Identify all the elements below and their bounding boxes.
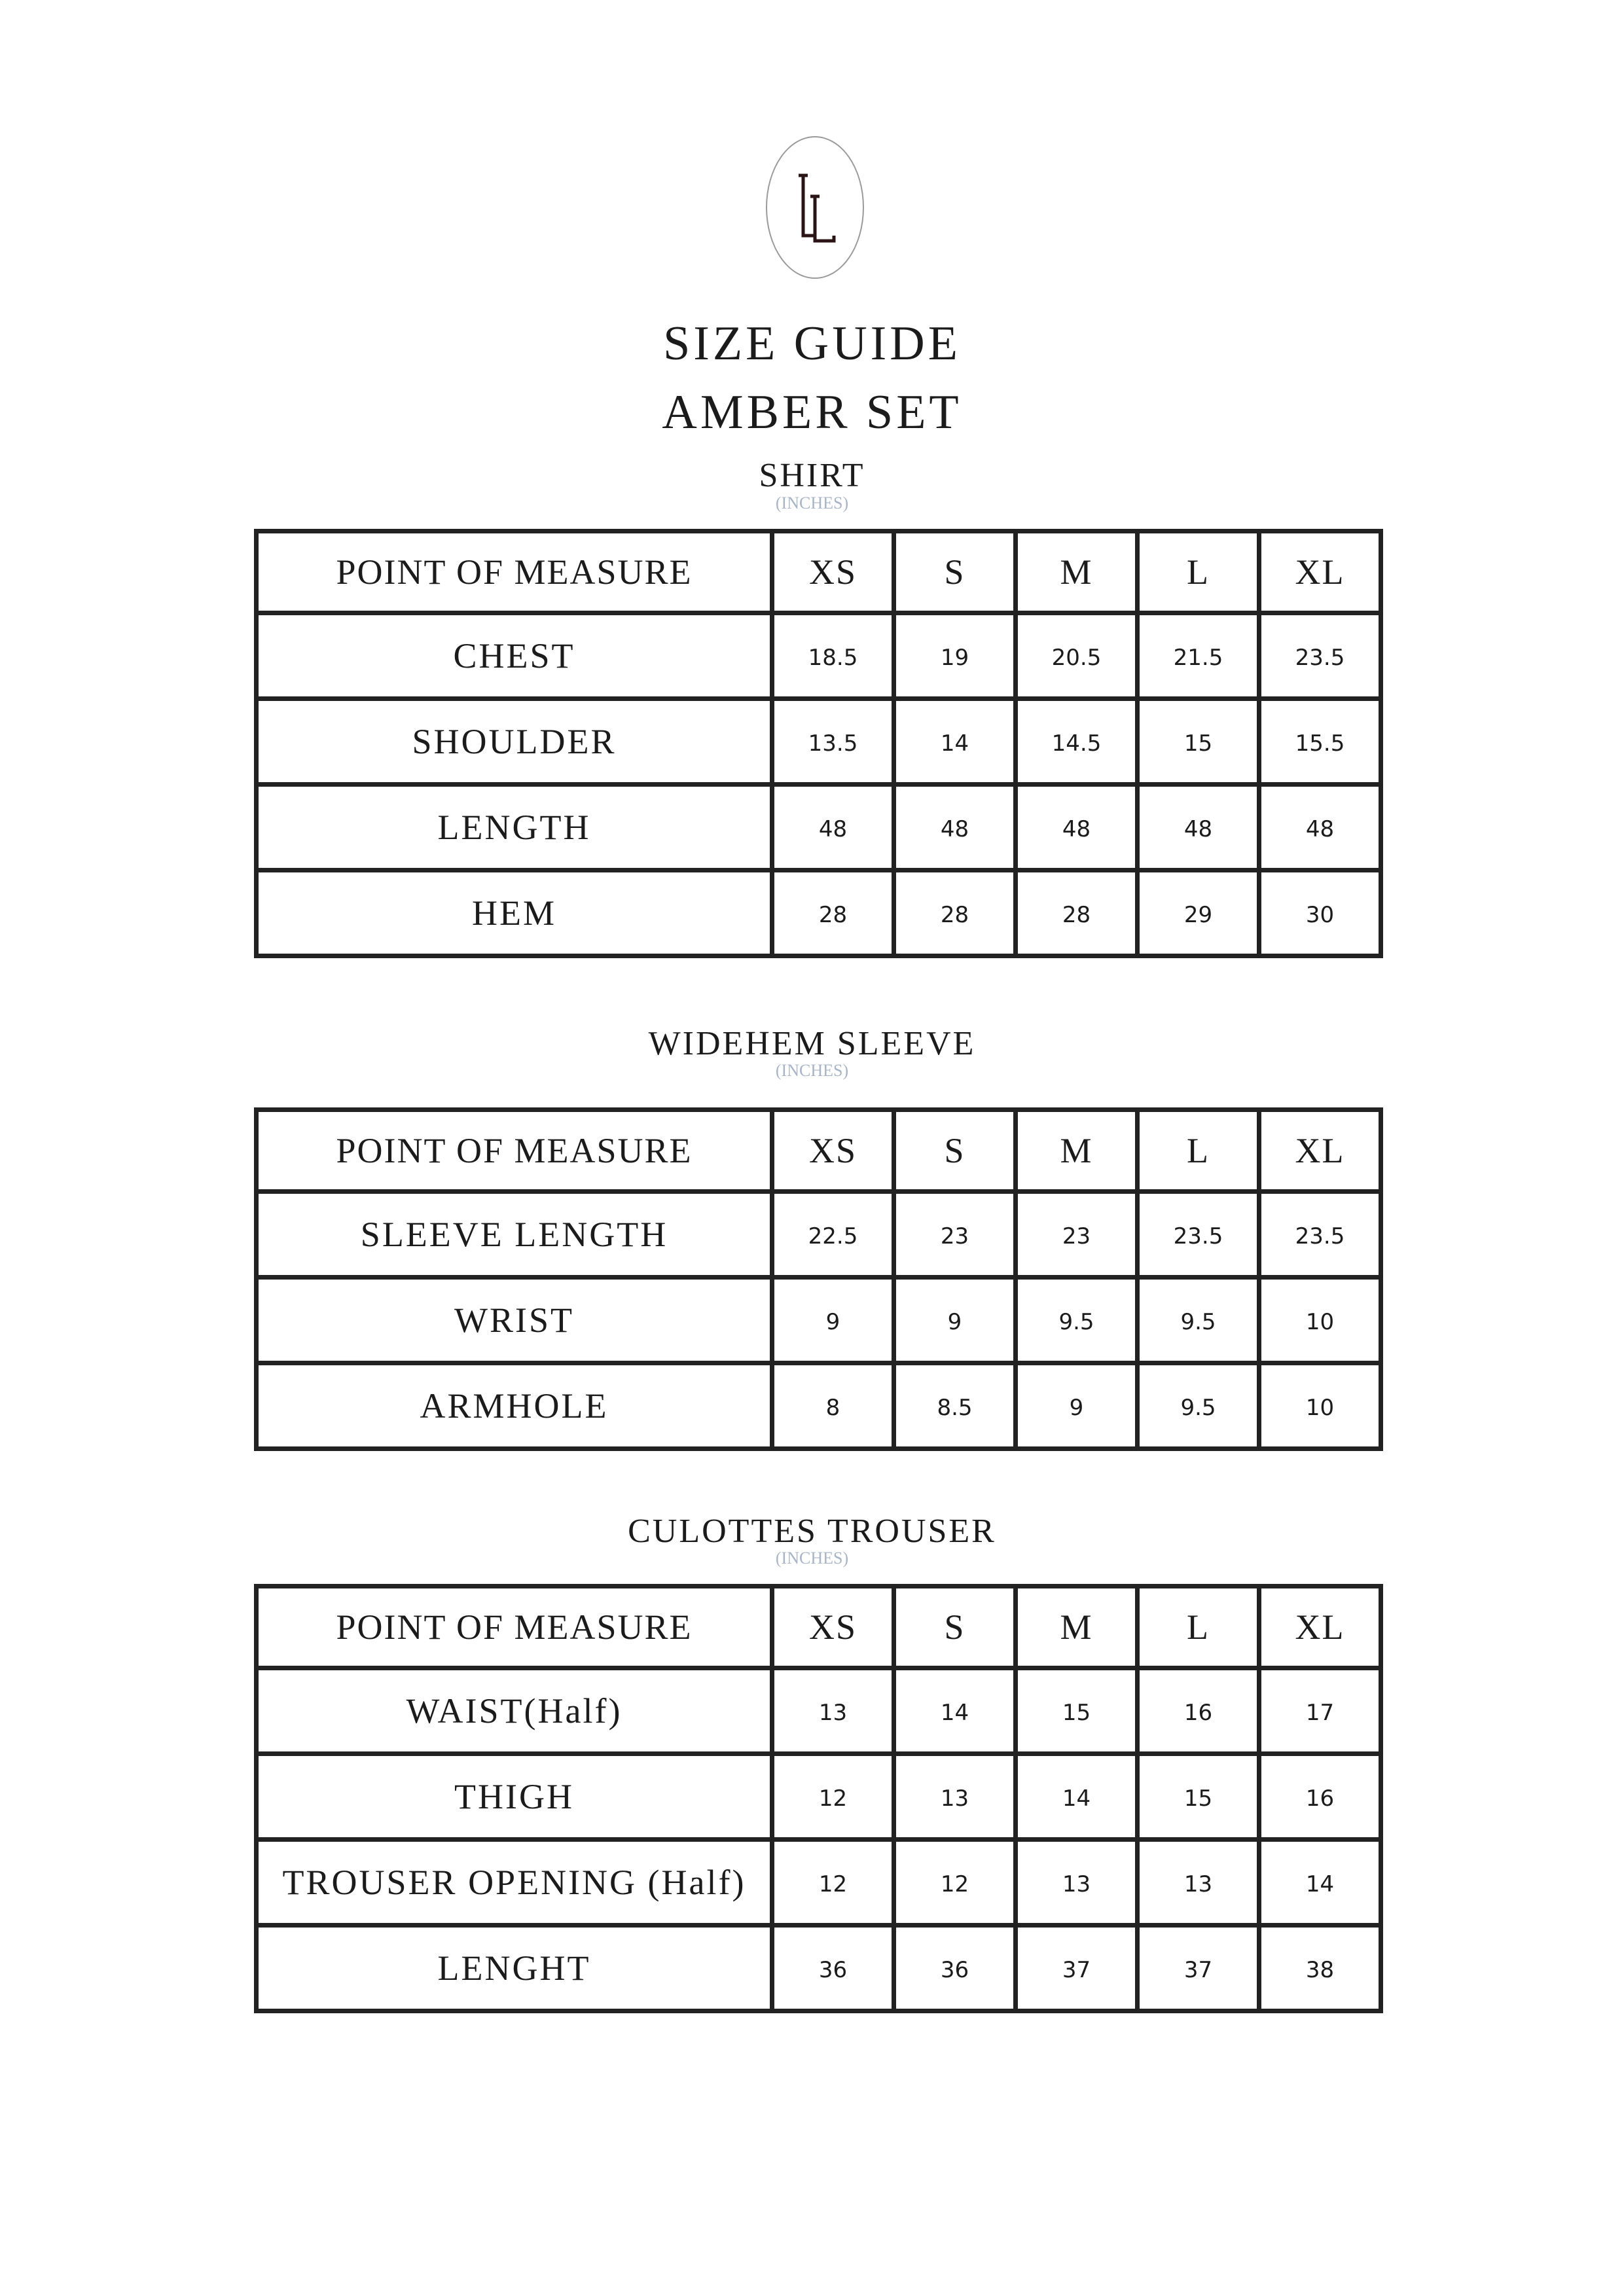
size-table-shirt bbox=[254, 529, 1383, 958]
table-row bbox=[257, 785, 1381, 870]
measure-value: 17 bbox=[1259, 1668, 1381, 1754]
measure-value: 13 bbox=[772, 1668, 894, 1754]
measure-value: 28 bbox=[1016, 870, 1138, 956]
table-row bbox=[257, 1840, 1381, 1926]
column-header-size: XS bbox=[772, 1110, 894, 1192]
unit-label-trouser: (INCHES) bbox=[775, 1549, 849, 1568]
column-header-size: S bbox=[894, 531, 1016, 613]
measure-value: 14 bbox=[1259, 1840, 1381, 1926]
brand-logo bbox=[766, 136, 864, 279]
column-header-size: XL bbox=[1259, 531, 1381, 613]
measure-label: TROUSER OPENING (Half) bbox=[257, 1840, 772, 1926]
table-row bbox=[257, 613, 1381, 699]
measure-value: 38 bbox=[1259, 1926, 1381, 2011]
column-header-point-of-measure: POINT OF MEASURE bbox=[257, 1587, 772, 1668]
measure-value: 9 bbox=[894, 1278, 1016, 1363]
measure-value: 12 bbox=[772, 1754, 894, 1840]
column-header-size: XL bbox=[1259, 1110, 1381, 1192]
measure-value: 28 bbox=[772, 870, 894, 956]
column-header-size: L bbox=[1138, 531, 1259, 613]
measure-value: 15 bbox=[1138, 1754, 1259, 1840]
measure-value: 30 bbox=[1259, 870, 1381, 956]
measure-value: 36 bbox=[772, 1926, 894, 2011]
table-row bbox=[257, 1668, 1381, 1754]
size-table-sleeve bbox=[254, 1107, 1383, 1451]
table-row bbox=[257, 1926, 1381, 2011]
measure-value: 13.5 bbox=[772, 699, 894, 785]
measure-value: 9.5 bbox=[1138, 1363, 1259, 1449]
measure-value: 48 bbox=[1138, 785, 1259, 870]
table-row bbox=[257, 1278, 1381, 1363]
measure-value: 15 bbox=[1016, 1668, 1138, 1754]
unit-label-shirt: (INCHES) bbox=[775, 493, 849, 512]
column-header-size: XL bbox=[1259, 1587, 1381, 1668]
table-header-row bbox=[257, 531, 1381, 613]
table-row bbox=[257, 1363, 1381, 1449]
measure-value: 15.5 bbox=[1259, 699, 1381, 785]
column-header-size: M bbox=[1016, 531, 1138, 613]
measure-value: 15 bbox=[1138, 699, 1259, 785]
section-title-shirt: SHIRT bbox=[759, 457, 865, 494]
measure-value: 14 bbox=[1016, 1754, 1138, 1840]
column-header-size: M bbox=[1016, 1587, 1138, 1668]
measure-value: 23.5 bbox=[1259, 613, 1381, 699]
measure-value: 48 bbox=[1259, 785, 1381, 870]
measure-value: 18.5 bbox=[772, 613, 894, 699]
measure-value: 14 bbox=[894, 699, 1016, 785]
table-header-row bbox=[257, 1587, 1381, 1668]
measure-value: 23.5 bbox=[1138, 1192, 1259, 1278]
column-header-point-of-measure: POINT OF MEASURE bbox=[257, 531, 772, 613]
measure-value: 20.5 bbox=[1016, 613, 1138, 699]
measure-label: SLEEVE LENGTH bbox=[257, 1192, 772, 1278]
measure-label: THIGH bbox=[257, 1754, 772, 1840]
measure-value: 29 bbox=[1138, 870, 1259, 956]
measure-value: 14 bbox=[894, 1668, 1016, 1754]
column-header-size: M bbox=[1016, 1110, 1138, 1192]
measure-label: SHOULDER bbox=[257, 699, 772, 785]
measure-value: 12 bbox=[772, 1840, 894, 1926]
measure-value: 10 bbox=[1259, 1363, 1381, 1449]
table-row bbox=[257, 1754, 1381, 1840]
size-table-trouser bbox=[254, 1584, 1383, 2013]
measure-value: 12 bbox=[894, 1840, 1016, 1926]
page-title: SIZE GUIDE bbox=[663, 317, 961, 370]
unit-label-sleeve: (INCHES) bbox=[775, 1061, 849, 1080]
logo-monogram-icon bbox=[767, 137, 863, 278]
measure-label: LENGHT bbox=[257, 1926, 772, 2011]
page-subtitle: AMBER SET bbox=[662, 386, 962, 439]
measure-value: 9 bbox=[1016, 1363, 1138, 1449]
column-header-point-of-measure: POINT OF MEASURE bbox=[257, 1110, 772, 1192]
measure-value: 14.5 bbox=[1016, 699, 1138, 785]
measure-value: 9.5 bbox=[1138, 1278, 1259, 1363]
measure-value: 22.5 bbox=[772, 1192, 894, 1278]
measure-value: 13 bbox=[894, 1754, 1016, 1840]
measure-label: WAIST(Half) bbox=[257, 1668, 772, 1754]
measure-value: 23.5 bbox=[1259, 1192, 1381, 1278]
measure-value: 23 bbox=[1016, 1192, 1138, 1278]
measure-value: 8.5 bbox=[894, 1363, 1016, 1449]
measure-value: 9.5 bbox=[1016, 1278, 1138, 1363]
column-header-size: XS bbox=[772, 531, 894, 613]
measure-value: 48 bbox=[772, 785, 894, 870]
measure-value: 16 bbox=[1259, 1754, 1381, 1840]
measure-value: 13 bbox=[1138, 1840, 1259, 1926]
measure-value: 37 bbox=[1138, 1926, 1259, 2011]
measure-value: 13 bbox=[1016, 1840, 1138, 1926]
measure-value: 21.5 bbox=[1138, 613, 1259, 699]
measure-value: 37 bbox=[1016, 1926, 1138, 2011]
column-header-size: S bbox=[894, 1587, 1016, 1668]
measure-label: HEM bbox=[257, 870, 772, 956]
measure-value: 8 bbox=[772, 1363, 894, 1449]
table-row bbox=[257, 1192, 1381, 1278]
column-header-size: XS bbox=[772, 1587, 894, 1668]
measure-value: 28 bbox=[894, 870, 1016, 956]
measure-label: ARMHOLE bbox=[257, 1363, 772, 1449]
measure-value: 9 bbox=[772, 1278, 894, 1363]
measure-value: 48 bbox=[894, 785, 1016, 870]
measure-value: 19 bbox=[894, 613, 1016, 699]
measure-value: 36 bbox=[894, 1926, 1016, 2011]
column-header-size: L bbox=[1138, 1587, 1259, 1668]
column-header-size: L bbox=[1138, 1110, 1259, 1192]
table-header-row bbox=[257, 1110, 1381, 1192]
table-row bbox=[257, 870, 1381, 956]
measure-value: 23 bbox=[894, 1192, 1016, 1278]
measure-value: 10 bbox=[1259, 1278, 1381, 1363]
section-title-sleeve: WIDEHEM SLEEVE bbox=[648, 1025, 976, 1062]
measure-label: LENGTH bbox=[257, 785, 772, 870]
column-header-size: S bbox=[894, 1110, 1016, 1192]
measure-label: CHEST bbox=[257, 613, 772, 699]
table-row bbox=[257, 699, 1381, 785]
measure-value: 16 bbox=[1138, 1668, 1259, 1754]
measure-label: WRIST bbox=[257, 1278, 772, 1363]
section-title-trouser: CULOTTES TROUSER bbox=[628, 1513, 996, 1550]
measure-value: 48 bbox=[1016, 785, 1138, 870]
